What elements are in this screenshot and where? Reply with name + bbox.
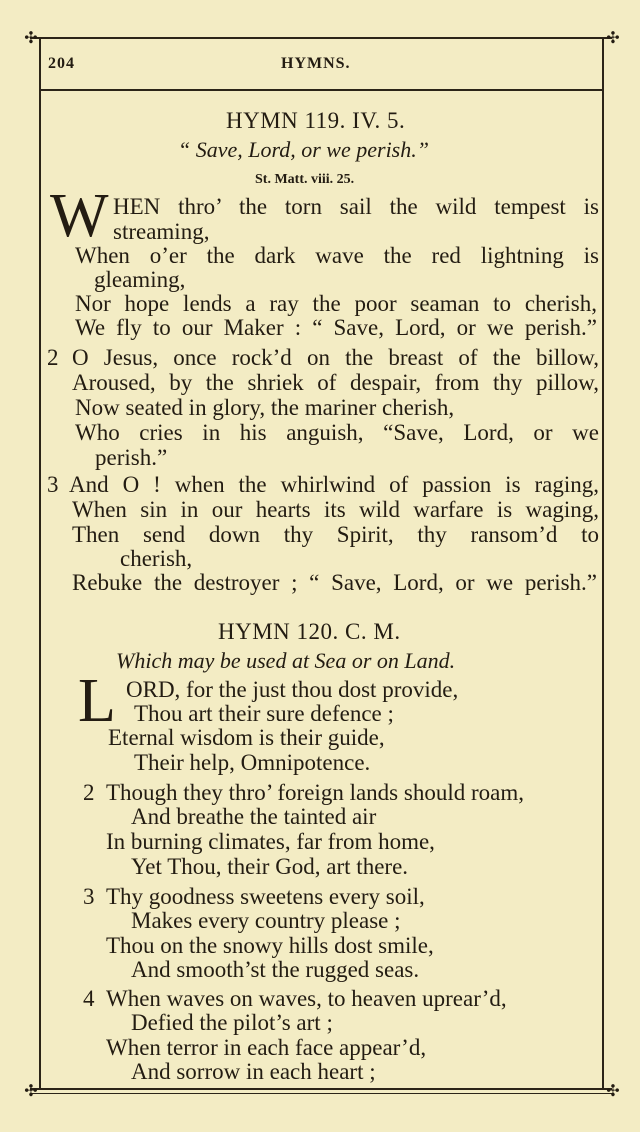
- hymn-119-line: Then send down thy Spirit, thy ransom’d to: [72, 522, 599, 547]
- hymn-119-line: perish.”: [95, 445, 168, 470]
- hymn-120-line: Yet Thou, their God, art there.: [131, 854, 409, 879]
- hymn-119-reference: St. Matt. viii. 25.: [255, 172, 355, 187]
- corner-ornament-icon: ✣: [24, 1081, 38, 1100]
- header-rule: [40, 89, 602, 91]
- verse-number: 4: [83, 986, 95, 1011]
- hymn-119-line: streaming,: [113, 219, 210, 244]
- verse-number: 3: [47, 472, 59, 497]
- bottom-rule: [30, 1088, 612, 1090]
- bottom-rule-thin: [30, 1093, 612, 1094]
- hymn-120-line: Thou art their sure defence ;: [134, 701, 394, 726]
- hymn-119-line: And O ! when the whirlwind of passion is raging,: [69, 472, 599, 497]
- hymn-119-line: gleaming,: [94, 267, 186, 292]
- hymn-120-line: ORD, for the just thou dost provide,: [126, 677, 459, 702]
- hymn-119-line: Who cries in his anguish, “Save, Lord, or we: [75, 420, 599, 445]
- corner-ornament-icon: ✣: [606, 1081, 620, 1100]
- verse-number: 2: [47, 345, 59, 370]
- verse-number: 3: [83, 884, 95, 909]
- left-border: [39, 38, 41, 1090]
- hymn-120-epigraph: Which may be used at Sea or on Land.: [116, 648, 456, 673]
- corner-ornament-icon: ✣: [24, 28, 38, 47]
- hymn-120-line: In burning climates, far from home,: [106, 829, 435, 854]
- hymn-119-line: Aroused, by the shriek of despair, from thy pillow,: [72, 370, 599, 395]
- hymn-119-line: O Jesus, once rock’d on the breast of the billow,: [72, 345, 599, 370]
- corner-ornament-icon: ✣: [606, 28, 620, 47]
- hymn-120-line: And breathe the tainted air: [131, 804, 377, 829]
- hymn-120-line: Makes every country please ;: [131, 908, 401, 933]
- page-number: 204: [48, 55, 75, 72]
- hymn-119-title: HYMN 119. IV. 5.: [226, 108, 406, 133]
- right-border: [602, 38, 604, 1090]
- hymn-120-dropcap: L: [78, 667, 116, 735]
- hymn-119-line: HEN thro’ the torn sail the wild tempest is: [113, 194, 599, 219]
- hymn-119-line: When o’er the dark wave the red lightning is: [75, 243, 599, 268]
- hymn-120-line: When waves on waves, to heaven uprear’d,: [106, 986, 507, 1011]
- hymn-119-epigraph: “ Save, Lord, or we perish.”: [178, 137, 429, 162]
- hymn-119-line: When sin in our hearts its wild warfare is waging,: [72, 497, 599, 522]
- hymn-120-title: HYMN 120. C. M.: [218, 619, 401, 644]
- hymn-120-line: Defied the pilot’s art ;: [131, 1010, 333, 1035]
- hymn-119-dropcap: W: [50, 182, 109, 250]
- hymn-119-line: cherish,: [120, 546, 193, 571]
- hymn-120-line: When terror in each face appear’d,: [106, 1035, 427, 1060]
- hymn-119-line: Nor hope lends a ray the poor seaman to cherish,: [75, 291, 597, 316]
- hymn-120-line: And smooth’st the rugged seas.: [131, 957, 420, 982]
- hymn-119-line: We fly to our Maker : “ Save, Lord, or we perish.”: [75, 315, 597, 340]
- hymn-120-line: Thou on the snowy hills dost smile,: [106, 933, 434, 958]
- running-title: HYMNS.: [281, 55, 351, 72]
- verse-number: 2: [83, 780, 95, 805]
- hymn-119-line: Rebuke the destroyer ; “ Save, Lord, or we perish.”: [72, 570, 597, 595]
- top-rule: [30, 37, 612, 39]
- hymn-120-line: Thy goodness sweetens every soil,: [106, 884, 425, 909]
- hymn-120-line: Though they thro’ foreign lands should roam,: [106, 780, 524, 805]
- hymn-120-line: Their help, Omnipotence.: [134, 750, 371, 775]
- hymn-120-line: Eternal wisdom is their guide,: [108, 725, 385, 750]
- hymn-119-line: Now seated in glory, the mariner cherish,: [75, 395, 455, 420]
- hymn-120-line: And sorrow in each heart ;: [131, 1059, 376, 1084]
